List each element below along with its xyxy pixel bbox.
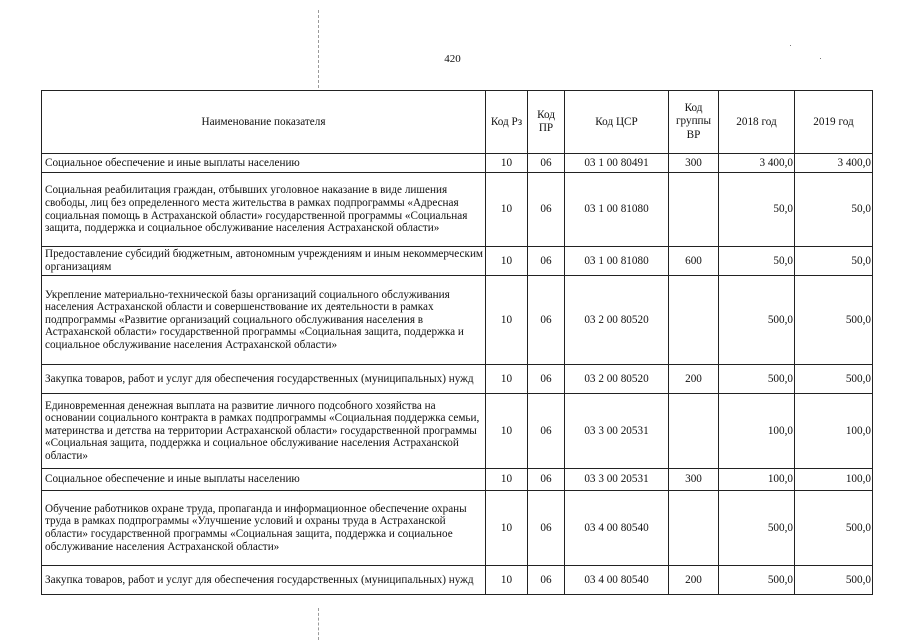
row-csr: 03 3 00 20531 <box>565 469 669 491</box>
header-2018: 2018 год <box>719 91 795 154</box>
row-csr: 03 4 00 80540 <box>565 566 669 595</box>
row-vr: 300 <box>669 154 719 173</box>
row-name: Закупка товаров, работ и услуг для обеспечения государственных (муниципальных) нужд <box>42 365 486 394</box>
row-name: Социальное обеспечение и иные выплаты населению <box>42 469 486 491</box>
row-2019: 500,0 <box>795 566 873 595</box>
row-pr: 06 <box>528 154 565 173</box>
row-csr: 03 2 00 80520 <box>565 365 669 394</box>
row-vr <box>669 491 719 566</box>
table-row <box>42 173 873 247</box>
scan-fold-line-bottom <box>318 608 319 640</box>
row-2018: 500,0 <box>719 491 795 566</box>
row-vr <box>669 276 719 365</box>
scan-speck <box>790 45 791 46</box>
table-header-row <box>42 91 873 154</box>
row-vr: 300 <box>669 469 719 491</box>
row-pr: 06 <box>528 469 565 491</box>
row-vr <box>669 173 719 247</box>
row-2018: 3 400,0 <box>719 154 795 173</box>
row-2019: 500,0 <box>795 365 873 394</box>
row-name: Предоставление субсидий бюджетным, автономным учреждениям и иным некоммерческим организациям <box>42 247 486 276</box>
table-row <box>42 365 873 394</box>
budget-table <box>41 90 873 595</box>
header-vr: Код группы ВР <box>669 91 719 154</box>
row-vr: 200 <box>669 365 719 394</box>
row-name: Социальная реабилитация граждан, отбывших уголовное наказание в виде лишения свободы, лиц без определенного места жительства в рамках подпрограммы «Адресная социальная помощь в Астраханской области» государственной программы «Социальная защита, поддержка и социальное обслуживание населения Астраханской области» <box>42 173 486 247</box>
row-2018: 500,0 <box>719 365 795 394</box>
row-2019: 100,0 <box>795 394 873 469</box>
table-row <box>42 491 873 566</box>
row-rz: 10 <box>486 154 528 173</box>
row-pr: 06 <box>528 365 565 394</box>
row-vr <box>669 394 719 469</box>
header-pr: Код ПР <box>528 91 565 154</box>
row-pr: 06 <box>528 394 565 469</box>
row-csr: 03 3 00 20531 <box>565 394 669 469</box>
row-pr: 06 <box>528 247 565 276</box>
header-name: Наименование показателя <box>42 91 486 154</box>
header-2019: 2019 год <box>795 91 873 154</box>
row-pr: 06 <box>528 276 565 365</box>
row-rz: 10 <box>486 469 528 491</box>
row-2018: 500,0 <box>719 566 795 595</box>
row-rz: 10 <box>486 276 528 365</box>
row-name: Единовременная денежная выплата на развитие личного подсобного хозяйства на основании социального контракта в рамках подпрограммы «Социальная поддержка семьи, материнства и детства на территории Астраханской области» государственной программы «Социальная защита, поддержка и социальное обслуживание населения Астраханской области» <box>42 394 486 469</box>
row-pr: 06 <box>528 491 565 566</box>
row-rz: 10 <box>486 566 528 595</box>
row-2019: 500,0 <box>795 491 873 566</box>
header-csr: Код ЦСР <box>565 91 669 154</box>
table-row <box>42 394 873 469</box>
row-2019: 100,0 <box>795 469 873 491</box>
row-csr: 03 1 00 81080 <box>565 173 669 247</box>
row-rz: 10 <box>486 365 528 394</box>
table-row <box>42 276 873 365</box>
row-csr: 03 2 00 80520 <box>565 276 669 365</box>
scan-fold-line-top <box>318 10 319 88</box>
table-row <box>42 154 873 173</box>
row-2018: 50,0 <box>719 173 795 247</box>
table-row <box>42 566 873 595</box>
table-row <box>42 469 873 491</box>
page-number: 420 <box>444 53 461 65</box>
row-name: Обучение работников охране труда, пропаганда и информационное обеспечение охраны труда в рамках подпрограммы «Улучшение условий и охраны труда в Астраханской области» государственной программы «Социальная защита, поддержка и социальное обслуживание населения Астраханской области» <box>42 491 486 566</box>
row-name: Укрепление материально-технической базы организаций социального обслуживания населения Астраханской области и совершенствование их деятельности в рамках подпрограммы «Развитие организаций социального обслуживания населения в Астраханской области» государственной программы «Социальная защита, поддержка и социальное обслуживание населения Астраханской области» <box>42 276 486 365</box>
row-csr: 03 4 00 80540 <box>565 491 669 566</box>
row-vr: 600 <box>669 247 719 276</box>
row-rz: 10 <box>486 491 528 566</box>
row-name: Закупка товаров, работ и услуг для обеспечения государственных (муниципальных) нужд <box>42 566 486 595</box>
row-rz: 10 <box>486 394 528 469</box>
row-2018: 500,0 <box>719 276 795 365</box>
row-2018: 100,0 <box>719 469 795 491</box>
row-csr: 03 1 00 80491 <box>565 154 669 173</box>
row-csr: 03 1 00 81080 <box>565 247 669 276</box>
row-2019: 50,0 <box>795 173 873 247</box>
row-2019: 3 400,0 <box>795 154 873 173</box>
header-rz: Код Рз <box>486 91 528 154</box>
row-2019: 500,0 <box>795 276 873 365</box>
row-pr: 06 <box>528 173 565 247</box>
row-vr: 200 <box>669 566 719 595</box>
row-2018: 100,0 <box>719 394 795 469</box>
row-2018: 50,0 <box>719 247 795 276</box>
row-rz: 10 <box>486 247 528 276</box>
row-name: Социальное обеспечение и иные выплаты населению <box>42 154 486 173</box>
table-row <box>42 247 873 276</box>
row-pr: 06 <box>528 566 565 595</box>
row-rz: 10 <box>486 173 528 247</box>
row-2019: 50,0 <box>795 247 873 276</box>
